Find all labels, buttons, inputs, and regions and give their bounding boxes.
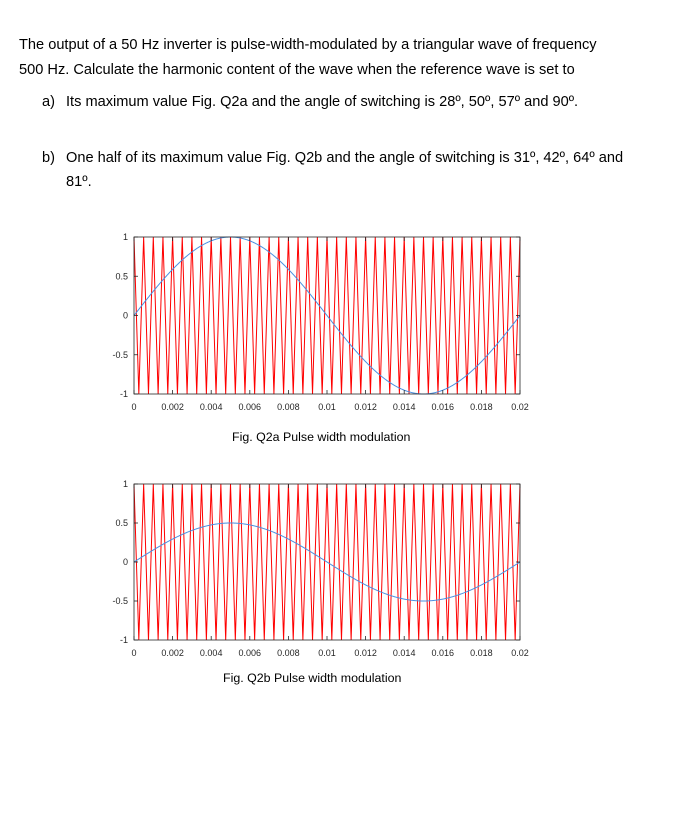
part-a-label: a) bbox=[42, 94, 55, 110]
plot-q2a bbox=[112, 232, 528, 412]
y-tick-label: -0.5 bbox=[112, 349, 128, 360]
x-tick-label: 0.018 bbox=[470, 402, 493, 412]
y-tick-label: 1 bbox=[122, 479, 128, 489]
x-tick-label: 0.016 bbox=[431, 402, 455, 412]
x-tick-label: 0.006 bbox=[238, 402, 262, 412]
x-tick-label: 0.014 bbox=[392, 402, 416, 412]
reference-wave-line bbox=[134, 523, 520, 601]
part-b-line-2: 81º. bbox=[66, 174, 92, 190]
x-tick-label: 0.008 bbox=[277, 402, 300, 412]
y-tick-label: 0 bbox=[122, 557, 128, 567]
reference-wave-line bbox=[134, 237, 520, 394]
y-tick-label: 0 bbox=[122, 310, 128, 321]
x-tick-label: 0.02 bbox=[511, 648, 529, 658]
x-tick-label: 0.016 bbox=[431, 648, 455, 658]
intro-line-2: 500 Hz. Calculate the harmonic content of the wave when the reference wave is set to bbox=[19, 62, 575, 78]
plot-q2b bbox=[112, 479, 528, 658]
x-tick-label: 0.018 bbox=[470, 648, 493, 658]
x-tick-label: 0.002 bbox=[161, 402, 184, 412]
x-tick-label: 0.01 bbox=[318, 402, 336, 412]
x-tick-label: 0.02 bbox=[511, 402, 529, 412]
x-tick-label: 0.004 bbox=[199, 402, 223, 412]
x-tick-label: 0.012 bbox=[354, 402, 377, 412]
y-tick-label: 1 bbox=[122, 232, 128, 242]
x-tick-label: 0.008 bbox=[277, 648, 300, 658]
intro-line-1: The output of a 50 Hz inverter is pulse-width-modulated by a triangular wave of frequency bbox=[19, 37, 597, 53]
x-tick-label: 0 bbox=[131, 402, 137, 412]
x-tick-label: 0.012 bbox=[354, 648, 377, 658]
figure-b-caption: Fig. Q2b Pulse width modulation bbox=[223, 671, 402, 685]
x-tick-label: 0.01 bbox=[318, 648, 336, 658]
y-tick-label: 0.5 bbox=[115, 271, 128, 282]
part-b-label: b) bbox=[42, 150, 55, 166]
figure-a-caption: Fig. Q2a Pulse width modulation bbox=[232, 430, 411, 444]
x-tick-label: 0.014 bbox=[392, 648, 416, 658]
y-tick-label: -1 bbox=[119, 635, 128, 645]
part-a-text: Its maximum value Fig. Q2a and the angle of switching is 28º, 50º, 57º and 90º. bbox=[66, 94, 579, 110]
part-b-line-1: One half of its maximum value Fig. Q2b and the angle of switching is 31º, 42º, 64º and bbox=[66, 150, 624, 166]
x-tick-label: 0.006 bbox=[238, 648, 262, 658]
y-tick-label: -1 bbox=[119, 389, 128, 399]
y-tick-label: 0.5 bbox=[115, 518, 128, 528]
x-tick-label: 0.004 bbox=[199, 648, 223, 658]
x-tick-label: 0.002 bbox=[161, 648, 184, 658]
x-tick-label: 0 bbox=[131, 648, 137, 658]
y-tick-label: -0.5 bbox=[112, 596, 128, 606]
